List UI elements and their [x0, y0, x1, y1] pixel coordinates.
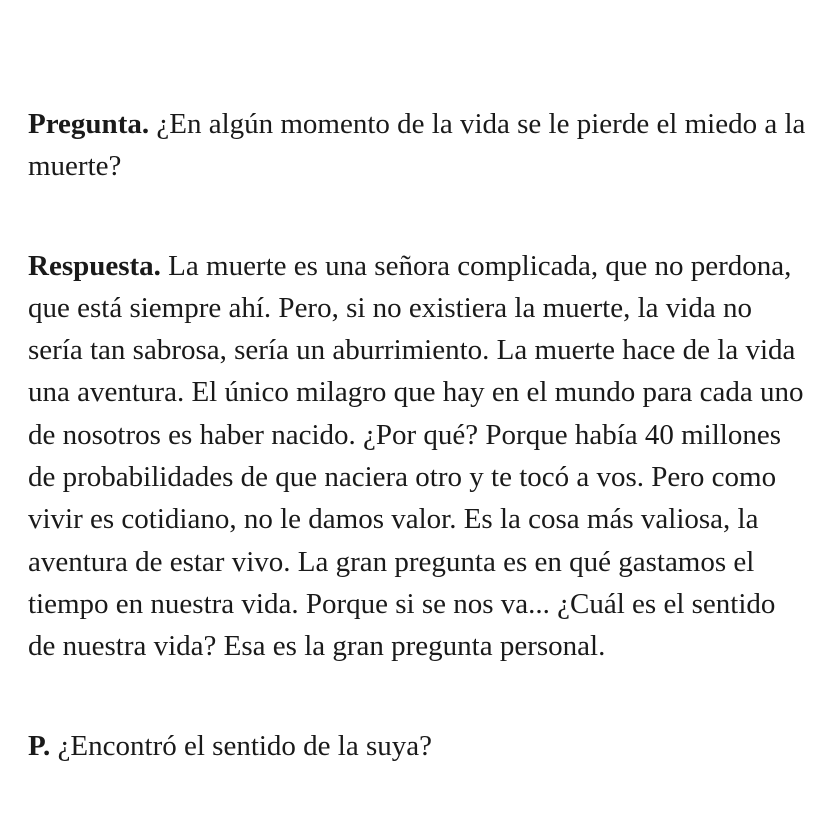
answer-text: La muerte es una señora complicada, que no perdona, que está siempre ahí. Pero, si no existiera la muerte, la vida no sería tan sabrosa, sería un aburrimiento. La muerte hace de la vida una aventura. El único milagro que hay en el mundo para cada uno de nosotros es haber nacido. ¿Por qué? Porque había 40 millones de probabilidades de que naciera otro y te tocó a vos. Pero como vivir es cotidiano, no le damos valor. Es la cosa más valiosa, la aventura de estar vivo. La gran pregunta es en qué gastamos el tiempo en nuestra vida. Porque si se nos va... ¿Cuál es el sentido de nuestra vida? Esa es la gran pregunta personal.	[28, 249, 804, 663]
speaker-label: P.	[28, 729, 51, 762]
question-paragraph	[28, 725, 808, 767]
question-text: ¿Encontró el sentido de la suya?	[57, 729, 433, 762]
speaker-label: Pregunta.	[28, 108, 150, 140]
question-text: ¿En algún momento de la vida se le pierde el miedo a la muerte?	[28, 108, 806, 183]
speaker-label: Respuesta.	[28, 249, 161, 282]
question-paragraph	[28, 103, 808, 188]
answer-paragraph	[28, 245, 808, 668]
interview-article	[28, 103, 808, 816]
